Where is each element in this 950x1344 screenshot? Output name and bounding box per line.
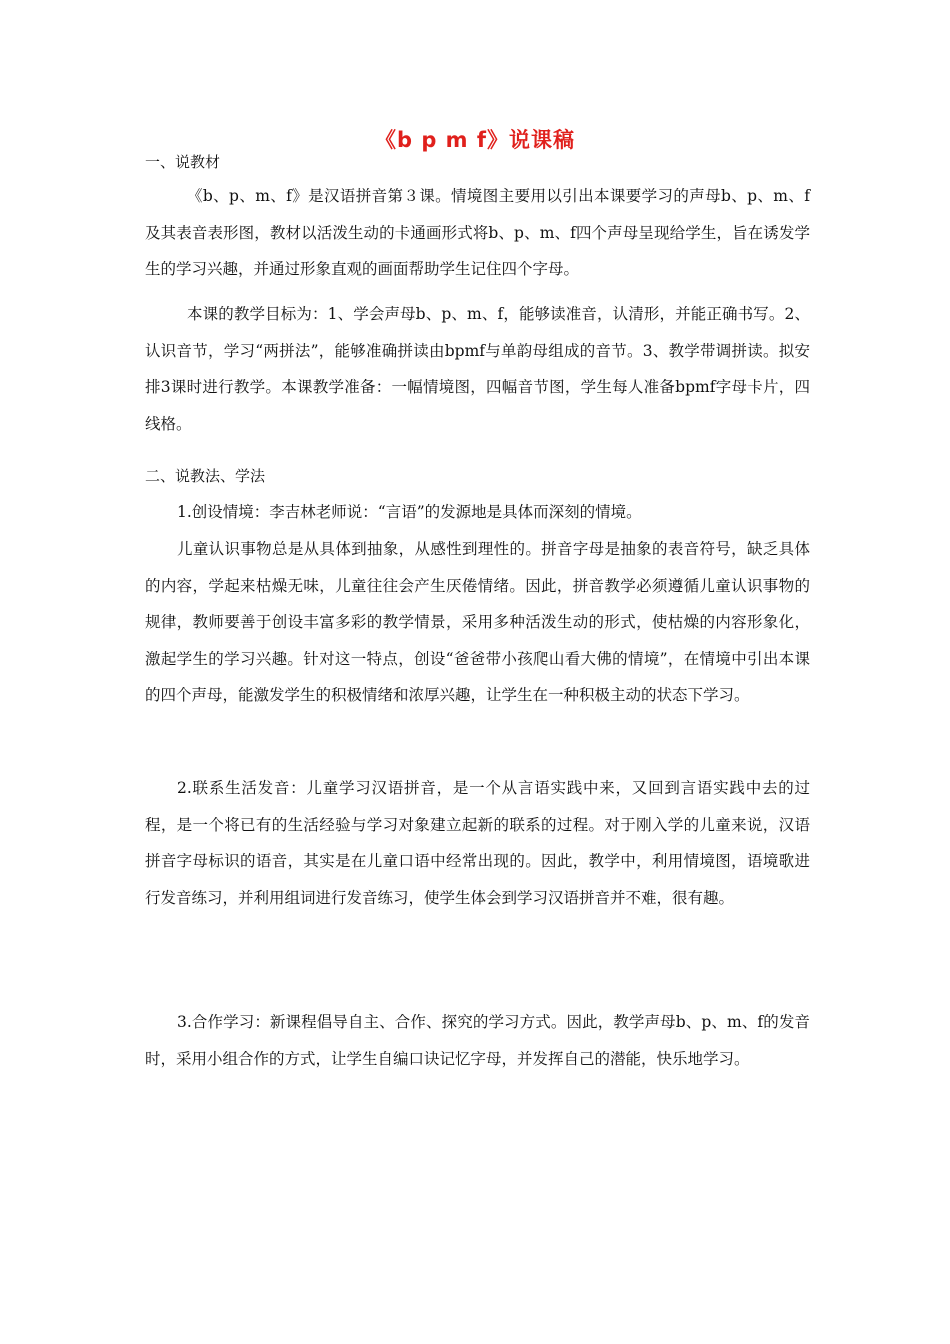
paragraph-1-2: 本课的教学目标为：1、学会声母b、p、m、f，能够读准音，认清形，并能正确书写。2、认识音节，学习“两拼法”，能够准确拼读由bpmf与单韵母组成的音节。3、教学带调拼读。拟安排3课时进行教学。本课教学准备：一幅情境图，四幅音节图，学生每人准备bpmf字母卡片，四线格。 (145, 305, 810, 433)
paragraph-2-2: 儿童认识事物总是从具体到抽象，从感性到理性的。拼音字母是抽象的表音符号，缺乏具体的内容，学起来枯燥无味，儿童往往会产生厌倦情绪。因此，拼音教学必须遵循儿童认识事物的规律，教师要善于创设丰富多彩的教学情景，采用多种活泼生动的形式，使枯燥的内容形象化，激起学生的学习兴趣。针对这一特点，创设“爸爸带小孩爬山看大佛的情境”，在情境中引出本课的四个声母，能激发学生的积极情绪和浓厚兴趣，让学生在一种积极主动的状态下学习。 (145, 540, 810, 704)
paragraph-1-1: 《b、p、m、f》是汉语拼音第３课。情境图主要用以引出本课要学习的声母b、p、m、f及其表音表形图，教材以活泼生动的卡通画形式将b、p、m、f四个声母呈现给学生，旨在诱发学生的学习兴趣，并通过形象直观的画面帮助学生记住四个字母。 (145, 187, 810, 278)
section-heading-1: 一、说教材 (145, 153, 221, 171)
document-title: 《b p m f》说课稿 (374, 128, 575, 152)
section-heading-2: 二、说教法、学法 (145, 467, 266, 485)
paragraph-2-3: 2.联系生活发音：儿童学习汉语拼音，是一个从言语实践中来，又回到言语实践中去的过程，是一个将已有的生活经验与学习对象建立起新的联系的过程。对于刚入学的儿童来说，汉语拼音字母标识的语音，其实是在儿童口语中经常出现的。因此，教学中，利用情境图，语境歌进行发音练习，并利用组词进行发音练习，使学生体会到学习汉语拼音并不难，很有趣。 (145, 779, 810, 907)
paragraph-2-1: 1.创设情境：李吉林老师说：“言语”的发源地是具体而深刻的情境。 (177, 503, 642, 521)
paragraph-2-4: 3.合作学习：新课程倡导自主、合作、探究的学习方式。因此，教学声母b、p、m、f的发音时，采用小组合作的方式，让学生自编口诀记忆字母，并发挥自己的潜能，快乐地学习。 (145, 1013, 810, 1068)
